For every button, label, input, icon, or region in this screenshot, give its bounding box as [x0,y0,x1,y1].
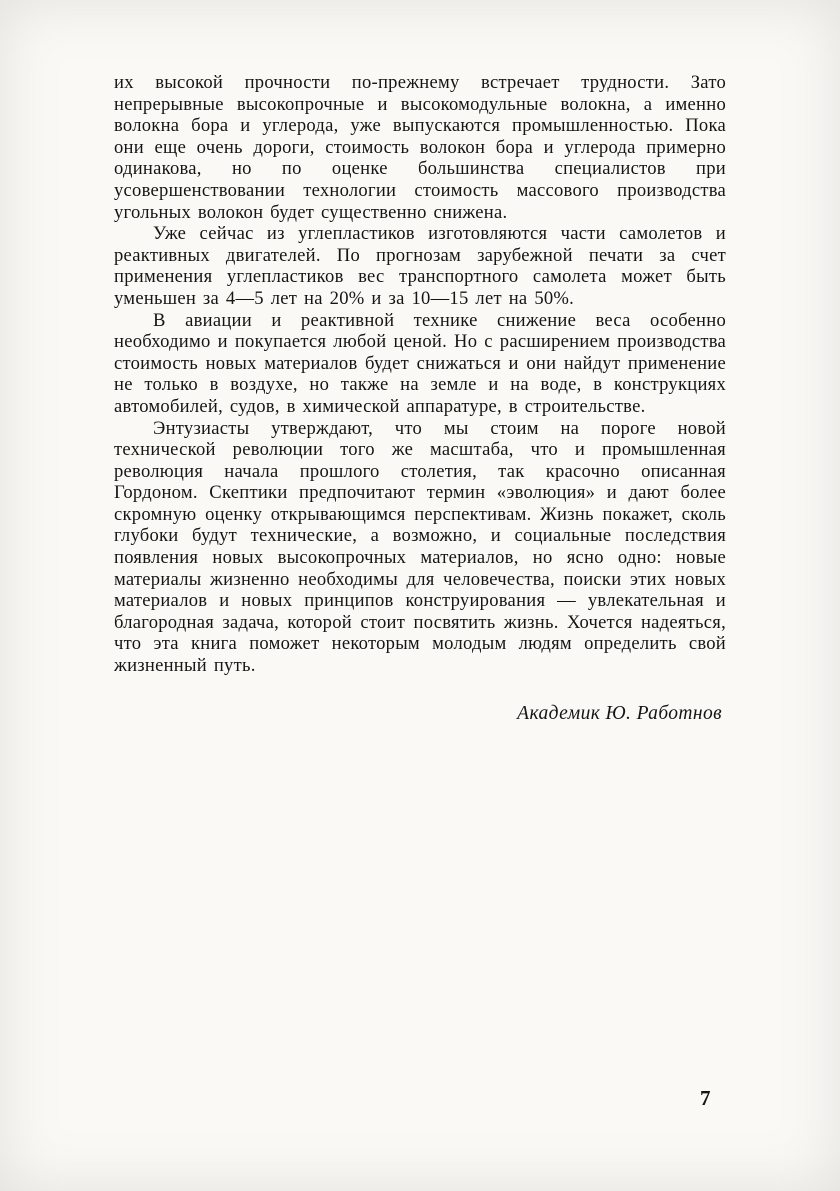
page-number: 7 [700,1086,711,1110]
author-signature: Академик Ю. Работнов [517,702,722,724]
paragraph: В авиации и реактивной технике снижение веса особенно необходимо и покупается любой ценой. Но с расширением производства стоимость новых материалов будет снижаться и они найдут применение не только в воздухе, но также на земле и на воде, в конструкциях автомобилей, судов, в химической аппаратуре, в строительстве. [114,309,726,417]
text-block [114,72,726,725]
paragraph: их высокой прочности по-прежнему встречает трудности. Зато непрерывные высокопрочные и высокомодульные волокна, а именно волокна бора и углерода, уже выпускаются промышленностью. Пока они еще очень дороги, стоимость волокон бора и углерода примерно одинакова, но по оценке большинства специалистов при усовершенствовании технологии стоимость массового производства угольных волокон будет существенно снижена. [114,72,726,223]
paragraph: Энтузиасты утверждают, что мы стоим на пороге новой технической революции того же масштаба, что и промышленная революция начала прошлого столетия, так красочно описанная Гордоном. Скептики предпочитают термин «эволюция» и дают более скромную оценку открывающимся перспективам. Жизнь покажет, сколь глубоки будут технические, а возможно, и социальные последствия появления новых высокопрочных материалов, но ясно одно: новые материалы жизненно необходимы для человечества, поиски этих новых материалов и новых принципов конструирования — увлекательная и благородная задача, которой стоит посвятить жизнь. Хочется надеяться, что эта книга поможет некоторым молодым людям определить свой жизненный путь. [114,417,726,677]
paragraph: Уже сейчас из углепластиков изготовляются части самолетов и реактивных двигателей. По прогнозам зарубежной печати за счет применения углепластиков вес транспортного самолета может быть уменьшен за 4—5 лет на 20% и за 10—15 лет на 50%. [114,223,726,309]
